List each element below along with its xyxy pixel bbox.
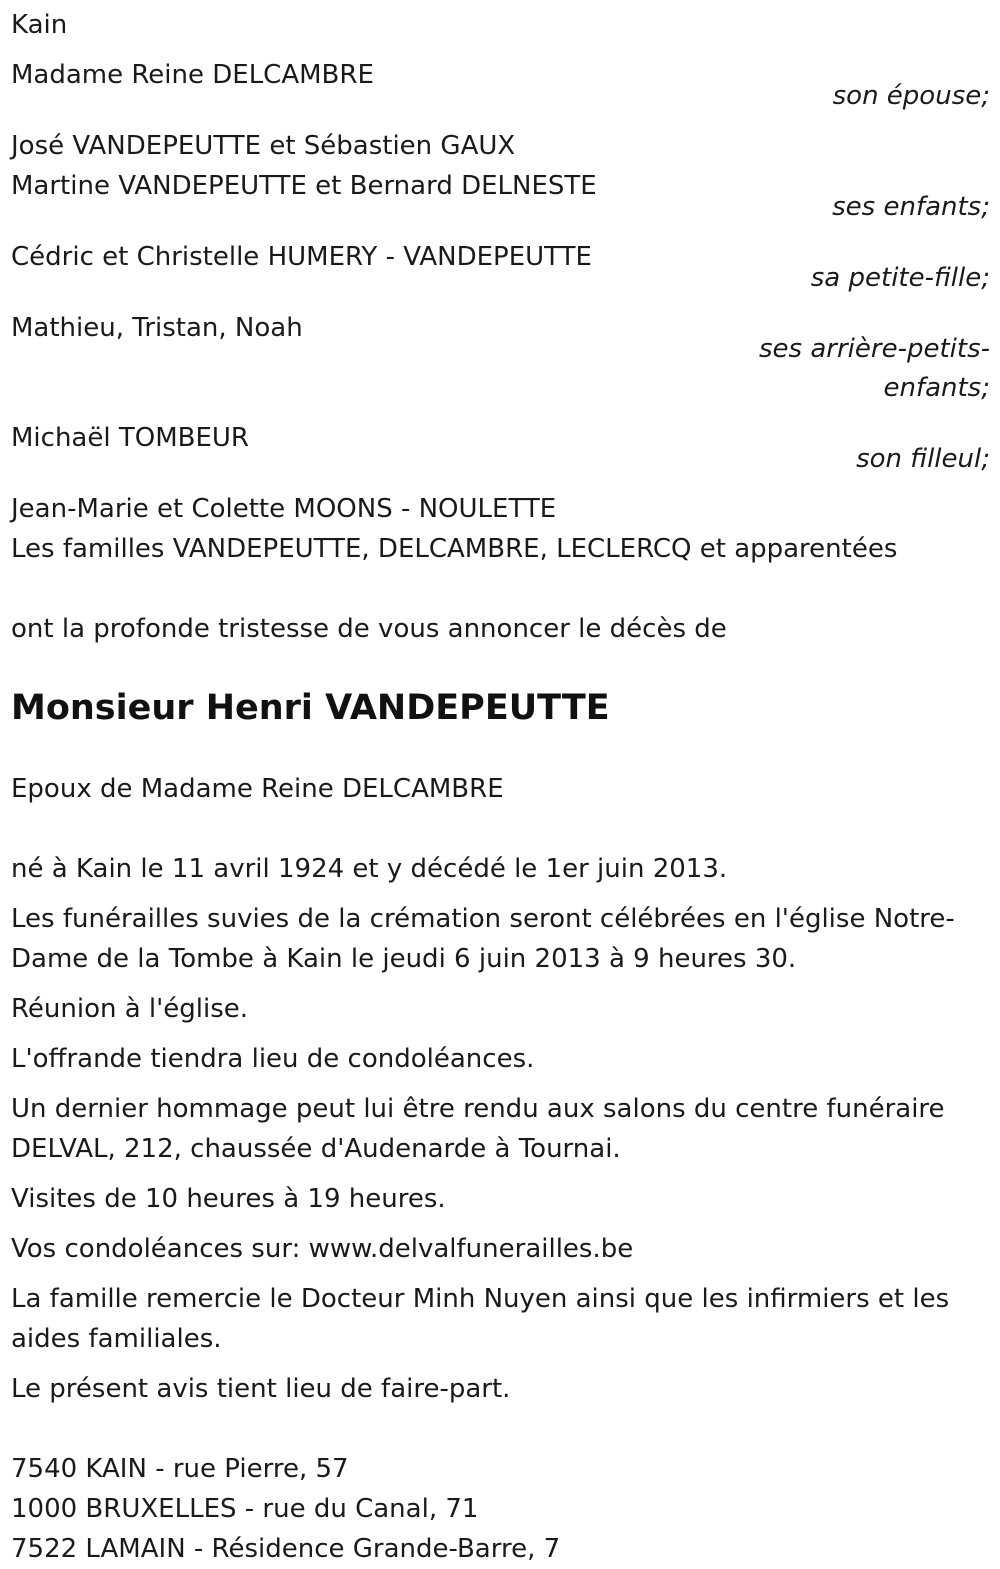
detail-paragraph: Un dernier hommage peut lui être rendu aux salons du centre funéraire DELVAL, 212, chaussée d'Audenarde à Tournai. [11,1094,945,1164]
address-line: 7522 LAMAIN - Résidence Grande-Barre, 7 [11,1534,561,1564]
detail-paragraph: L'offrande tiendra lieu de condoléances. [11,1044,535,1074]
detail-paragraph: Visites de 10 heures à 19 heures. [11,1184,446,1214]
announcement-text: ont la profonde tristesse de vous annoncer le décès de [11,614,727,644]
family-group-godson [11,418,990,479]
family-role: ses enfants; [832,192,990,222]
location-heading: Kain [11,10,68,40]
detail-paragraph: Vos condoléances sur: www.delvalfunerailles.be [11,1234,634,1264]
family-name-line: Madame Reine DELCAMBRE [11,60,374,90]
family-name-line: Michaël TOMBEUR [11,423,249,453]
family-name-line: Cédric et Christelle HUMERY - VANDEPEUTTE [11,242,592,272]
spouse-line: Epoux de Madame Reine DELCAMBRE [11,774,504,804]
detail-paragraph: La famille remercie le Docteur Minh Nuyen ainsi que les infirmiers et les aides familiales. [11,1284,950,1354]
family-role: son épouse; [832,81,990,111]
address-line: 7540 KAIN - rue Pierre, 57 [11,1454,349,1484]
family-name-line: Les familles VANDEPEUTTE, DELCAMBRE, LECLERCQ et apparentées [11,534,898,564]
detail-paragraph: né à Kain le 11 avril 1924 et y décédé le 1er juin 2013. [11,854,728,884]
family-role: ses arrière-petits-enfants; [759,334,990,403]
addresses-block [11,1449,990,1569]
family-name-line: Mathieu, Tristan, Noah [11,313,303,343]
family-name-line: José VANDEPEUTTE et Sébastien GAUX [11,131,516,161]
detail-paragraph: Les funérailles suvies de la crémation seront célébrées en l'église Notre-Dame de la Tombe à Kain le jeudi 6 juin 2013 à 9 heures 30. [11,904,955,974]
family-name-line: Martine VANDEPEUTTE et Bernard DELNESTE [11,171,597,201]
family-group-granddaughter [11,237,990,298]
family-name-line: Jean-Marie et Colette MOONS - NOULETTE [11,494,557,524]
details-block [11,849,990,1409]
deceased-name: Monsieur Henri VANDEPEUTTE [11,688,610,728]
family-role: sa petite-fille; [810,263,990,293]
family-group-children [11,126,990,227]
family-group-others [11,489,990,569]
detail-paragraph: Le présent avis tient lieu de faire-part. [11,1374,511,1404]
family-group-great-grandchildren [11,308,990,408]
detail-paragraph: Réunion à l'église. [11,994,249,1024]
address-line: 1000 BRUXELLES - rue du Canal, 71 [11,1494,479,1524]
family-group-spouse [11,55,990,116]
family-role: son filleul; [856,444,990,474]
